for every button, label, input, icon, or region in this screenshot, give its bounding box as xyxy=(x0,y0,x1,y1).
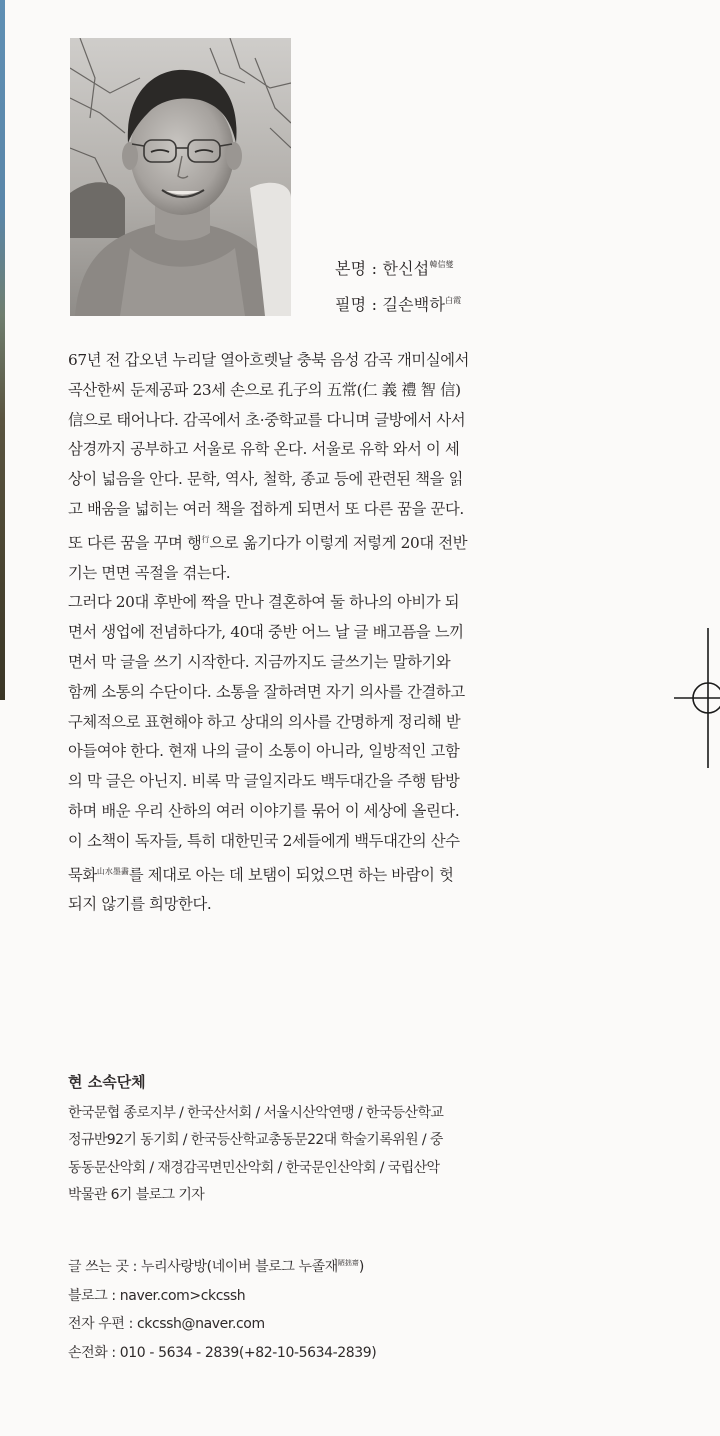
bio-line: 삼경까지 공부하고 서울로 유학 온다. 서울로 유학 와서 이 세 xyxy=(68,440,460,459)
bio-line: 이 소책이 독자들, 특히 대한민국 2세들에게 백두대간의 산수 xyxy=(68,831,460,850)
writing-place-hanja: 陋拙齋 xyxy=(337,1259,359,1267)
bio-line: 면서 생업에 전념하다가, 40대 중반 어느 날 글 배고픔을 느끼 xyxy=(68,623,464,642)
page-edge-photo-strip xyxy=(0,0,5,700)
blog-address: 블로그 : naver.com>ckcssh xyxy=(68,1287,246,1304)
bio-line: 고 배움을 넓히는 여러 책을 접하게 되면서 또 다른 꿈을 꾼다. xyxy=(68,499,464,518)
bio-hanja: 行 xyxy=(201,534,210,544)
real-name: 본명 : 한신섭$^{韓信燮}$ xyxy=(335,259,454,278)
organization-line: 박물관 6기 블로그 기자 xyxy=(68,1186,205,1203)
bio-line: 되지 않기를 희망한다. xyxy=(68,895,212,914)
bio-line: 또 다른 꿈을 꾸며 행$^行$으로 옮기다가 이렇게 저렇게 20대 전반 xyxy=(68,533,468,552)
author-portrait xyxy=(70,38,291,316)
bio-line: 기는 면면 곡절을 겪는다. xyxy=(68,563,231,582)
bio-line: 하며 배운 우리 산하의 여러 이야기를 묶어 이 세상에 올린다. xyxy=(68,801,460,820)
bio-line: 아들여야 한다. 현재 나의 글이 소통이 아니라, 일방적인 고함 xyxy=(68,742,460,761)
bio-line: 면서 막 글을 쓰기 시작한다. 지금까지도 글쓰기는 말하기와 xyxy=(68,652,451,671)
pen-name: 필명 : 길손백하$^{白霞}$ xyxy=(335,295,462,314)
bio-line: 구체적으로 표현해야 하고 상대의 의사를 간명하게 정리해 받 xyxy=(68,712,461,731)
contact-info xyxy=(68,1249,376,1367)
organizations-list xyxy=(68,1100,578,1209)
bio-hanja: 山水墨畵 xyxy=(96,866,129,876)
bio-line: 묵화$^{山水墨畵}$를 제대로 아는 데 보탬이 되었으면 하는 바람이 헛 xyxy=(68,865,454,884)
pen-name-hanja: 白霞 xyxy=(445,296,462,305)
real-name-hanja: 韓信燮 xyxy=(429,260,454,269)
bio-line: 곡산한씨 둔제공파 23세 손으로 孔子의 五常(仁 義 禮 智 信) xyxy=(68,380,461,399)
phone-number: 손전화 : 010 - 5634 - 2839(+82-10-5634-2839) xyxy=(68,1344,377,1361)
bio-line: 상이 넓음을 안다. 문학, 역사, 철학, 종교 등에 관련된 책을 읽 xyxy=(68,470,463,489)
writing-place: 글 쓰는 곳 : 누리사랑방(네이버 블로그 누졸재$^{陋拙齋}$) xyxy=(68,1259,364,1275)
author-biography xyxy=(68,346,568,920)
bio-line: 함께 소통의 수단이다. 소통을 잘하려면 자기 의사를 간결하고 xyxy=(68,682,465,701)
organization-line: 동동문산악회 / 재경감곡면민산악회 / 한국문인산악회 / 국립산악 xyxy=(68,1159,440,1176)
bio-line: 그러다 20대 후반에 짝을 만나 결혼하여 둘 하나의 아비가 되 xyxy=(68,593,460,612)
bio-line: 67년 전 갑오년 누리달 열아흐렛날 충북 음성 감곡 개미실에서 xyxy=(68,351,470,369)
organization-line: 한국문협 종로지부 / 한국산서회 / 서울시산악연맹 / 한국등산학교 xyxy=(68,1105,444,1121)
organizations-title: 현 소속단체 xyxy=(68,1073,146,1091)
organization-line: 정규반92기 동기회 / 한국등산학교총동문22대 학술기록위원 / 중 xyxy=(68,1132,443,1149)
bio-line: 信으로 태어나다. 감곡에서 초·중학교를 다니며 글방에서 사서 xyxy=(68,410,466,429)
bio-line: 의 막 글은 아닌지. 비록 막 글일지라도 백두대간을 주행 탐방 xyxy=(68,772,460,791)
author-names xyxy=(335,249,461,321)
registration-mark-icon xyxy=(674,628,720,768)
email-address: 전자 우편 : ckcssh@naver.com xyxy=(68,1316,265,1332)
